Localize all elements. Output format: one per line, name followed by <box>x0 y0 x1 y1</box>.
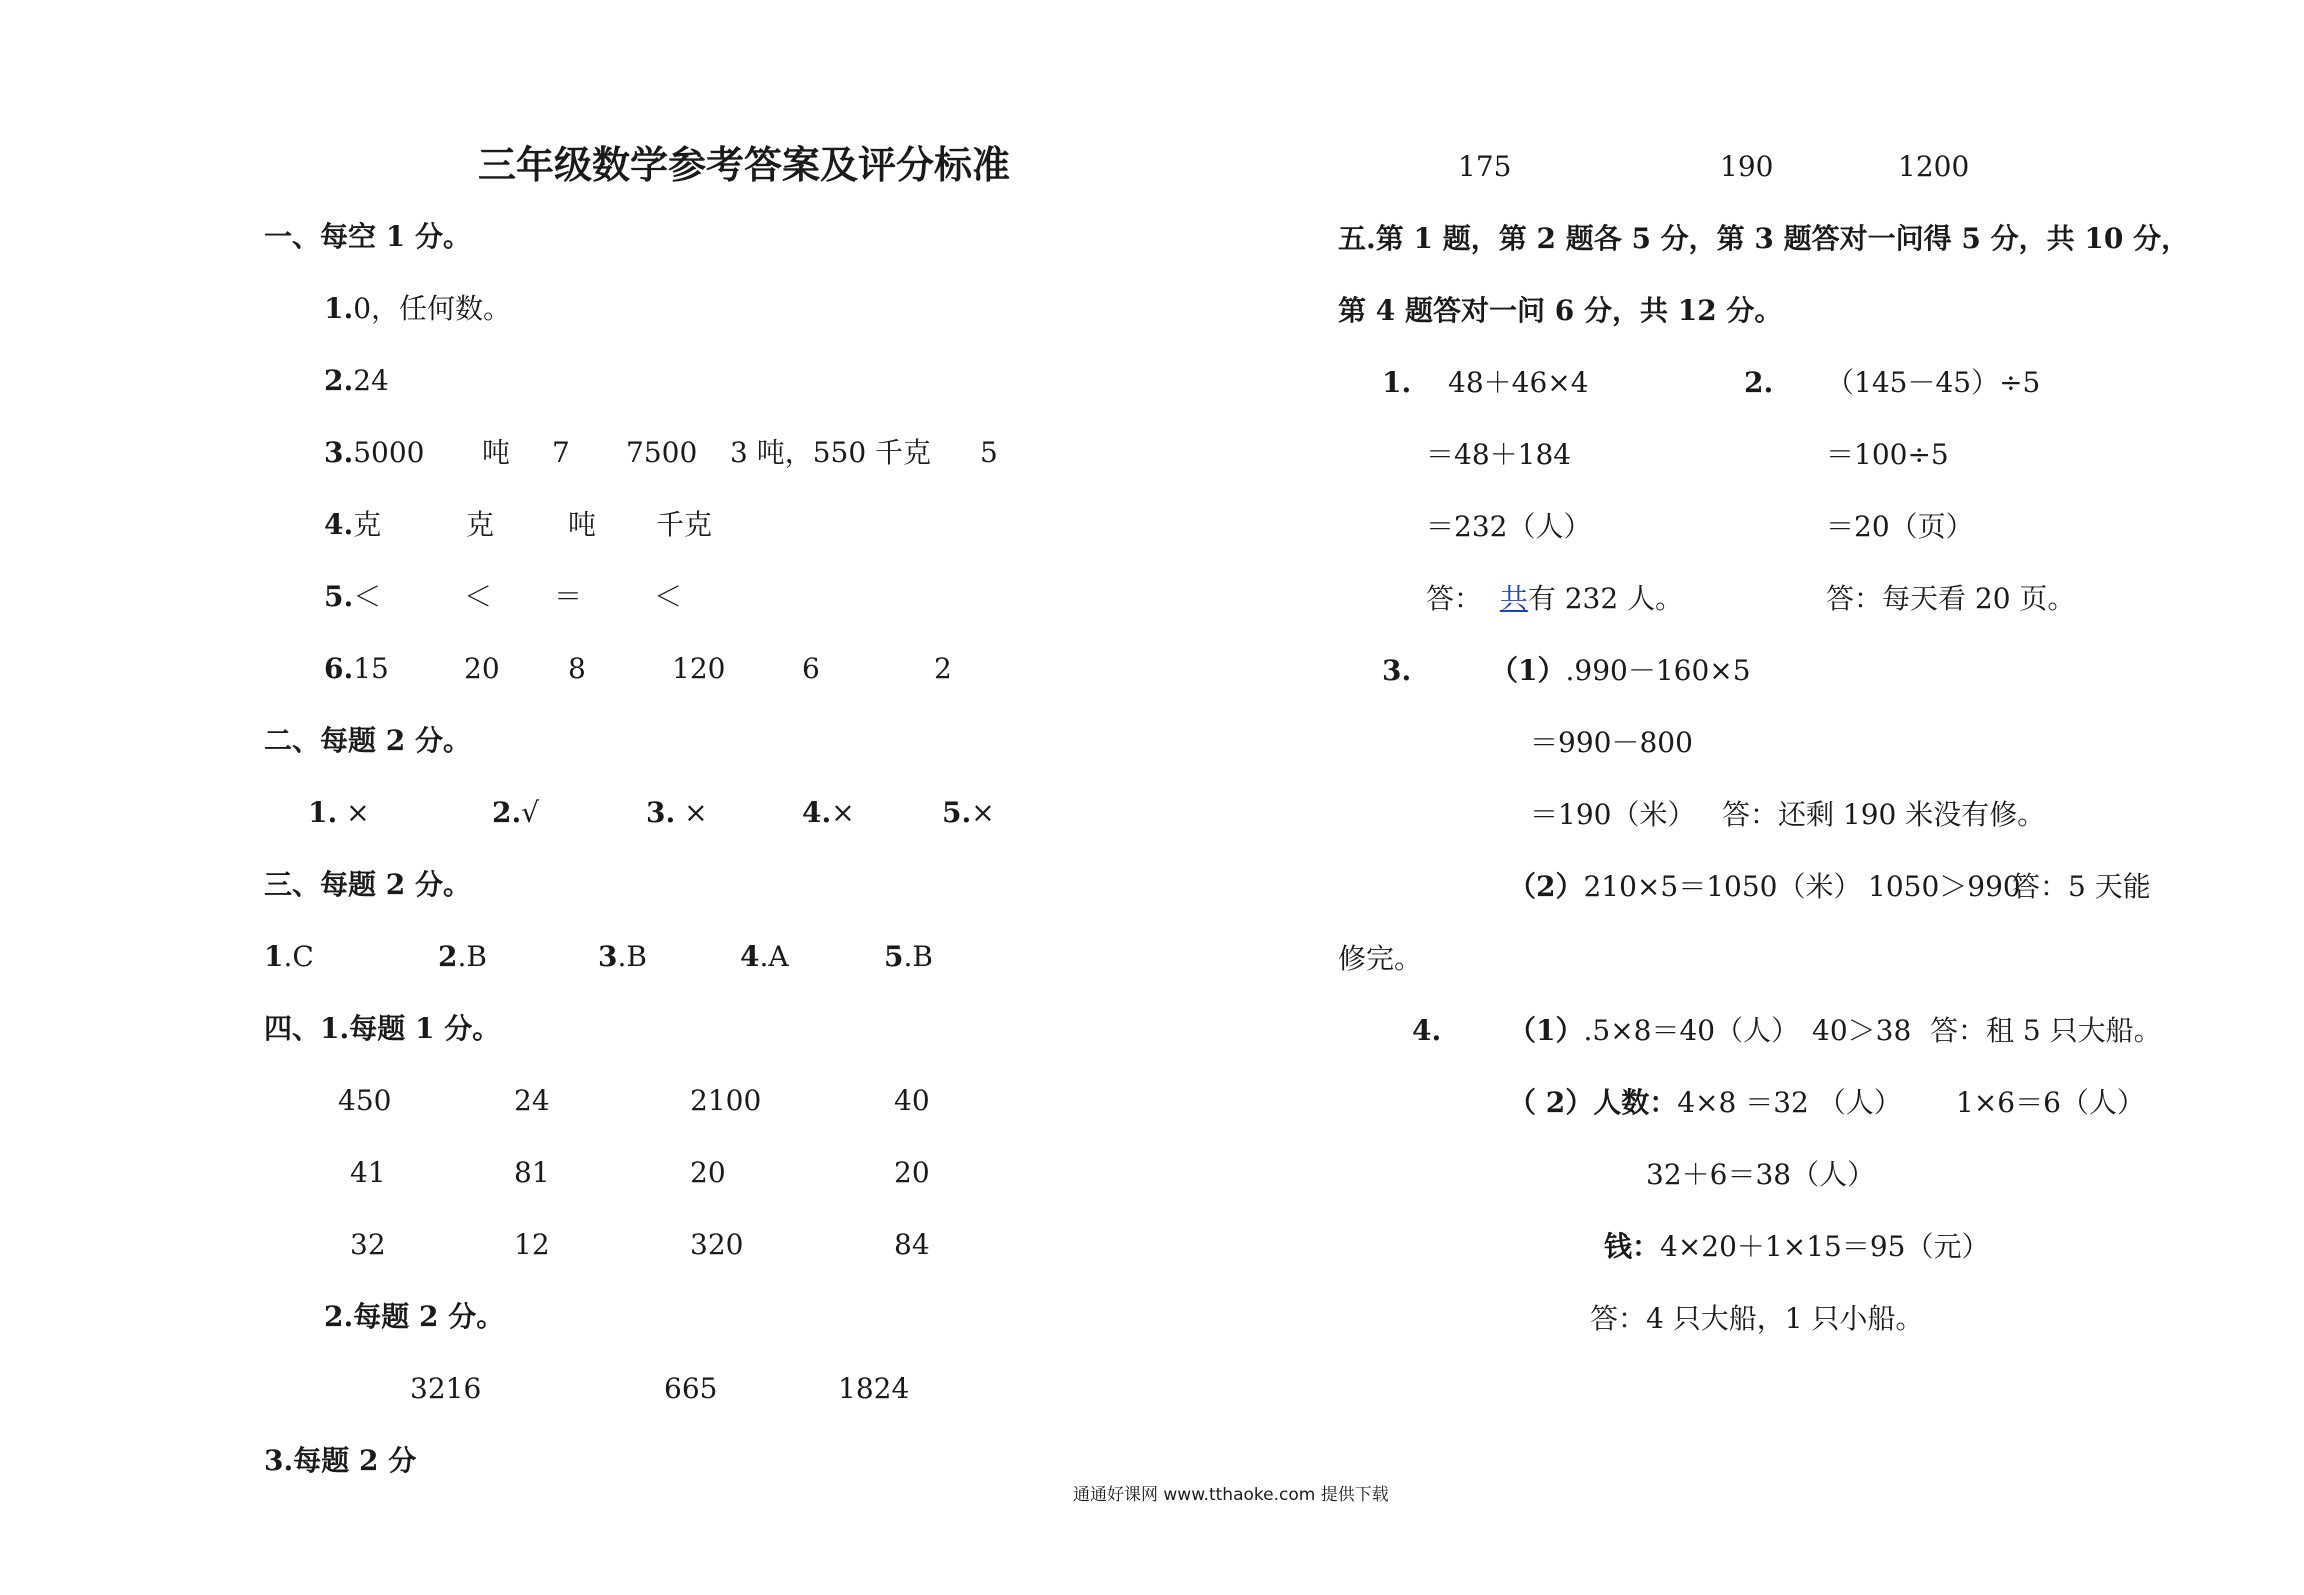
s2-item-ans: × <box>831 796 855 829</box>
s5-p1-ans-rest: 有 232 人。 <box>1527 582 1684 615</box>
s2-item <box>492 796 539 830</box>
s1-q5-b: ＜ <box>464 580 493 613</box>
s3-item-ans: .C <box>283 940 314 973</box>
s3-item <box>438 940 487 974</box>
s4-cell: 20 <box>894 1156 930 1189</box>
s5-p4-part1 <box>1508 1014 1799 1048</box>
s2-item-ans: × <box>346 796 370 829</box>
s2-item-num: 3. <box>646 796 676 829</box>
s1-q5-row <box>324 580 381 614</box>
s5-p3-part2-label: （2） <box>1508 870 1584 903</box>
section-2-heading: 二、每题 2 分。 <box>264 724 471 757</box>
s4-sub3-heading: 3.每题 2 分 <box>264 1444 417 1477</box>
s5-p4-part2-a: 4×8 ＝32 （人） <box>1677 1086 1902 1119</box>
s3-item <box>740 940 789 974</box>
s5-p2-answer: 答：每天看 20 页。 <box>1826 582 2076 615</box>
s2-item <box>308 796 370 830</box>
s5-p3-part2-cmp: 1050＞990 <box>1868 870 2021 903</box>
s2-item <box>646 796 708 830</box>
s5-p4-part2-label: （ 2）人数： <box>1508 1086 1678 1119</box>
s1-q6-a: 15 <box>353 652 389 685</box>
s5-p3-part2 <box>1508 870 1861 904</box>
s5-p4-money-expr: 4×20＋1×15＝95（元） <box>1660 1230 1990 1263</box>
s5-p1-ans-prefix: 答： <box>1426 582 1483 615</box>
s1-q5-c: ＝ <box>554 580 583 613</box>
s4-sub3-value: 1200 <box>1898 150 1970 183</box>
s2-item-ans: × <box>684 796 708 829</box>
s1-q6-row <box>324 652 389 686</box>
section-4-heading: 四、1.每题 1 分。 <box>264 1012 501 1045</box>
s3-item-num: 2 <box>438 940 458 973</box>
s2-item <box>942 796 995 830</box>
s1-q4-c: 吨 <box>568 508 597 541</box>
s1-q6-d: 120 <box>672 652 726 685</box>
s5-p3-part2-cont: 修完。 <box>1338 942 1423 975</box>
s1-q5-a: ＜ <box>353 580 382 613</box>
s1-q6-c: 8 <box>568 652 586 685</box>
s4-sub2-heading: 2.每题 2 分。 <box>324 1300 505 1333</box>
s1-q4-a: 克 <box>353 508 382 541</box>
s4-cell: 81 <box>514 1156 550 1189</box>
s1-q2 <box>324 364 389 398</box>
s1-q1-text: 0，任何数。 <box>353 292 512 325</box>
s5-p1-answer <box>1426 582 1683 616</box>
s1-q6-num: 6. <box>324 652 354 685</box>
s1-q3-b: 吨 <box>482 436 511 469</box>
s2-item-ans: × <box>971 796 995 829</box>
s5-p4-money-label: 钱： <box>1604 1230 1661 1263</box>
s4-sub2-value: 3216 <box>410 1372 482 1405</box>
s5-p4-part2 <box>1508 1086 1902 1120</box>
s1-q6-b: 20 <box>464 652 500 685</box>
section-3-heading: 三、每题 2 分。 <box>264 868 471 901</box>
s1-q4-b: 克 <box>466 508 495 541</box>
s3-item <box>884 940 933 974</box>
s4-cell: 32 <box>350 1228 386 1261</box>
s1-q3-f: 5 <box>980 436 998 469</box>
s4-sub2-value: 665 <box>664 1372 718 1405</box>
s4-cell: 2100 <box>690 1084 762 1117</box>
s4-cell: 84 <box>894 1228 930 1261</box>
s4-sub2-value: 1824 <box>838 1372 910 1405</box>
s1-q6-f: 2 <box>934 652 952 685</box>
s5-p2-expr: （145－45）÷5 <box>1826 366 2041 399</box>
s1-q1 <box>324 292 511 326</box>
s2-item <box>802 796 855 830</box>
s5-p1-expr: 48＋46×4 <box>1448 366 1589 399</box>
s4-cell: 450 <box>338 1084 392 1117</box>
s4-cell: 41 <box>350 1156 386 1189</box>
s1-q4-num: 4. <box>324 508 354 541</box>
s3-item-num: 3 <box>598 940 618 973</box>
s1-q4-d: 千克 <box>656 508 713 541</box>
s2-item-num: 1. <box>308 796 338 829</box>
s3-item-num: 1 <box>264 940 284 973</box>
section-5-heading-line1: 五.第 1 题，第 2 题各 5 分，第 3 题答对一问得 5 分，共 10 分， <box>1338 222 2190 255</box>
s5-p1-ans-link[interactable]: 共 <box>1499 582 1528 615</box>
s3-item <box>264 940 314 974</box>
s3-item-num: 5 <box>884 940 904 973</box>
s5-p2-num: 2. <box>1744 366 1774 399</box>
s1-q3-e: 3 吨，550 千克 <box>730 436 932 469</box>
page-title: 三年级数学参考答案及评分标准 <box>478 143 1011 187</box>
s2-item-ans: √ <box>521 796 540 829</box>
s5-p3-step2: ＝190（米） <box>1530 798 1696 831</box>
s2-item-num: 4. <box>802 796 832 829</box>
s4-sub3-value: 175 <box>1458 150 1512 183</box>
s5-p1-step1: ＝48＋184 <box>1426 438 1572 471</box>
s1-q5-d: ＜ <box>654 580 683 613</box>
s5-p4-sum: 32＋6＝38（人） <box>1646 1158 1876 1191</box>
s5-p3-part2-ans: 答：5 天能 <box>2012 870 2151 903</box>
s3-item-ans: .A <box>759 940 789 973</box>
s1-q3-d: 7500 <box>626 436 698 469</box>
s5-p3-ans1: 答：还剩 190 米没有修。 <box>1722 798 2046 831</box>
s3-item-num: 4 <box>740 940 760 973</box>
s4-cell: 24 <box>514 1084 550 1117</box>
s5-p3-part1-expr: .990－160×5 <box>1565 654 1751 687</box>
s5-p2-step1: ＝100÷5 <box>1826 438 1949 471</box>
s1-q4-row <box>324 508 381 542</box>
s5-p4-part1-cmp: 40＞38 <box>1812 1014 1912 1047</box>
s1-q3-c: 7 <box>552 436 570 469</box>
section-1-heading: 一、每空 1 分。 <box>264 220 471 253</box>
s5-p3-part1-label: （1） <box>1490 654 1566 687</box>
s4-cell: 20 <box>690 1156 726 1189</box>
s5-p4-part1-text: .5×8＝40（人） <box>1583 1014 1800 1047</box>
s5-p1-num: 1. <box>1382 366 1412 399</box>
s4-sub3-value: 190 <box>1720 150 1774 183</box>
s3-item-ans: .B <box>617 940 647 973</box>
s1-q6-e: 6 <box>802 652 820 685</box>
s1-q2-num: 2. <box>324 364 354 397</box>
s5-p3-part2-expr: 210×5＝1050（米） <box>1583 870 1862 903</box>
s1-q1-num: 1. <box>324 292 354 325</box>
s5-p1-step2: ＝232（人） <box>1426 510 1592 543</box>
s5-p4-money <box>1604 1230 1989 1264</box>
s5-p4-answer: 答：4 只大船，1 只小船。 <box>1590 1302 1924 1335</box>
s4-cell: 320 <box>690 1228 744 1261</box>
s5-p2-step2: ＝20（页） <box>1826 510 1974 543</box>
s5-p3-step1: ＝990－800 <box>1530 726 1693 759</box>
s5-p4-part1-ans: 答：租 5 只大船。 <box>1930 1014 2162 1047</box>
footer-text: 通通好课网 www.tthaoke.com 提供下载 <box>1073 1485 1389 1505</box>
s4-cell: 40 <box>894 1084 930 1117</box>
s2-item-num: 2. <box>492 796 522 829</box>
s3-item-ans: .B <box>457 940 487 973</box>
section-5-heading-line2: 第 4 题答对一问 6 分，共 12 分。 <box>1338 294 1783 327</box>
s2-item-num: 5. <box>942 796 972 829</box>
s1-q3-a: 5000 <box>353 436 425 469</box>
s1-q3-num: 3. <box>324 436 354 469</box>
s3-item <box>598 940 647 974</box>
s5-p4-part1-label: （1） <box>1508 1014 1584 1047</box>
s1-q3-row <box>324 436 425 470</box>
s5-p4-num: 4. <box>1412 1014 1442 1047</box>
s4-cell: 12 <box>514 1228 550 1261</box>
s3-item-ans: .B <box>903 940 933 973</box>
s5-p4-part2-b: 1×6＝6（人） <box>1956 1086 2145 1119</box>
s1-q2-text: 24 <box>353 364 389 397</box>
s1-q5-num: 5. <box>324 580 354 613</box>
s5-p3-part1 <box>1490 654 1751 688</box>
s5-p3-num: 3. <box>1382 654 1412 687</box>
